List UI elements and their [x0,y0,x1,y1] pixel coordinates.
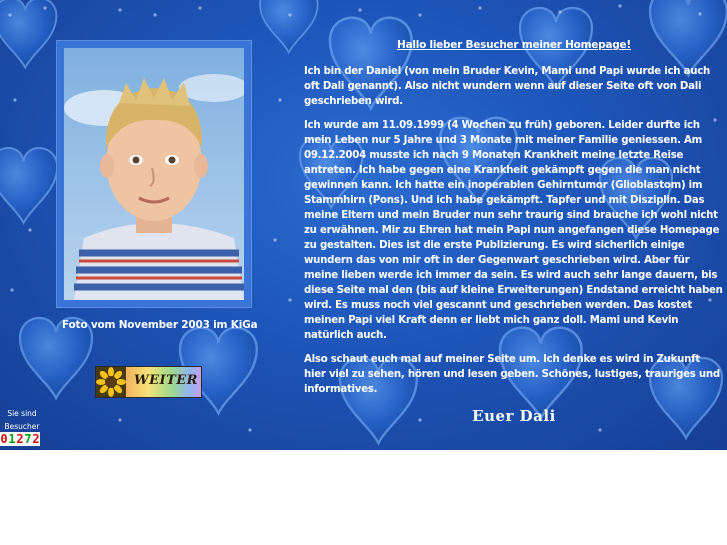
story-paragraph: Ich wurde am 11.09.1999 (4 Wochen zu früh) geboren. Leider durfte ich mein Leben nur 5 Jahre und 3 Monate mit meiner Familie geniessen. Am 09.12.2004 musste ich nach 9 Monaten Krankheit meine letzte Reise antreten. Ich habe gegen eine Krankheit gekämpft gegen die man nicht gewinnen kann. Ich hatte ein inoperablen Gehirntumor (Glioblastom) im Stammhirn (Pons). Und ich habe gekämpft. Tapfer und mit Disziplin. Das meine Eltern und mein Bruder nun sehr traurig sind brauche ich wohl nicht zu erwähnen. Mir zu Ehren hat mein Papi nun angefangen diese Homepage zu gestalten. Dies ist die erste Publizierung. Es wird sicherlich einige wundern das von mir oft in der Gegenwart geschrieben wird. Aber für meine lieben werde ich immer da sein. Es wird auch sehr lange dauern, bis diese Seite mal den (bis auf kleine Erweiterungen) Endstand erreicht haben wird. Es muss noch viel gescannt und geschrieben werden. Das kostet meinen Papi viel Kraft denn er liebt mich ganz doll. Mami und Kevin natürlich auch. [304,120,723,341]
photo-caption: Foto vom November 2003 im KiGa [62,319,258,331]
counter-digit: 0 [0,432,8,446]
counter-digit: 2 [32,432,40,446]
weiter-label: WEITER [134,373,198,388]
counter-digit: 7 [24,432,32,446]
counter-digit: 2 [16,432,24,446]
sunflower-icon [96,367,126,397]
child-portrait-photo [64,48,244,300]
visitor-counter-label: Sie sind Besucher [4,409,40,431]
main-text [304,38,724,424]
counter-digit: 1 [8,432,16,446]
photo-frame [56,40,252,308]
closing-paragraph: Also schaut euch mal auf meiner Seite um. Ich denke es wird in Zukunft hier viel zu sehen, hören und lesen geben. Schönes, lustiges, trauriges und informatives. [304,354,720,395]
visitor-counter [0,432,40,446]
signature: Euer Dali [472,407,556,425]
page-headline: Hallo lieber Besucher meiner Homepage! [397,39,631,51]
weiter-button[interactable] [95,366,202,398]
intro-paragraph: Ich bin der Daniel (von mein Bruder Kevin, Mami und Papi wurde ich auch oft Dali genannt). Also nicht wundern wenn auf dieser Seite oft von Dali geschrieben wird. [304,66,711,107]
